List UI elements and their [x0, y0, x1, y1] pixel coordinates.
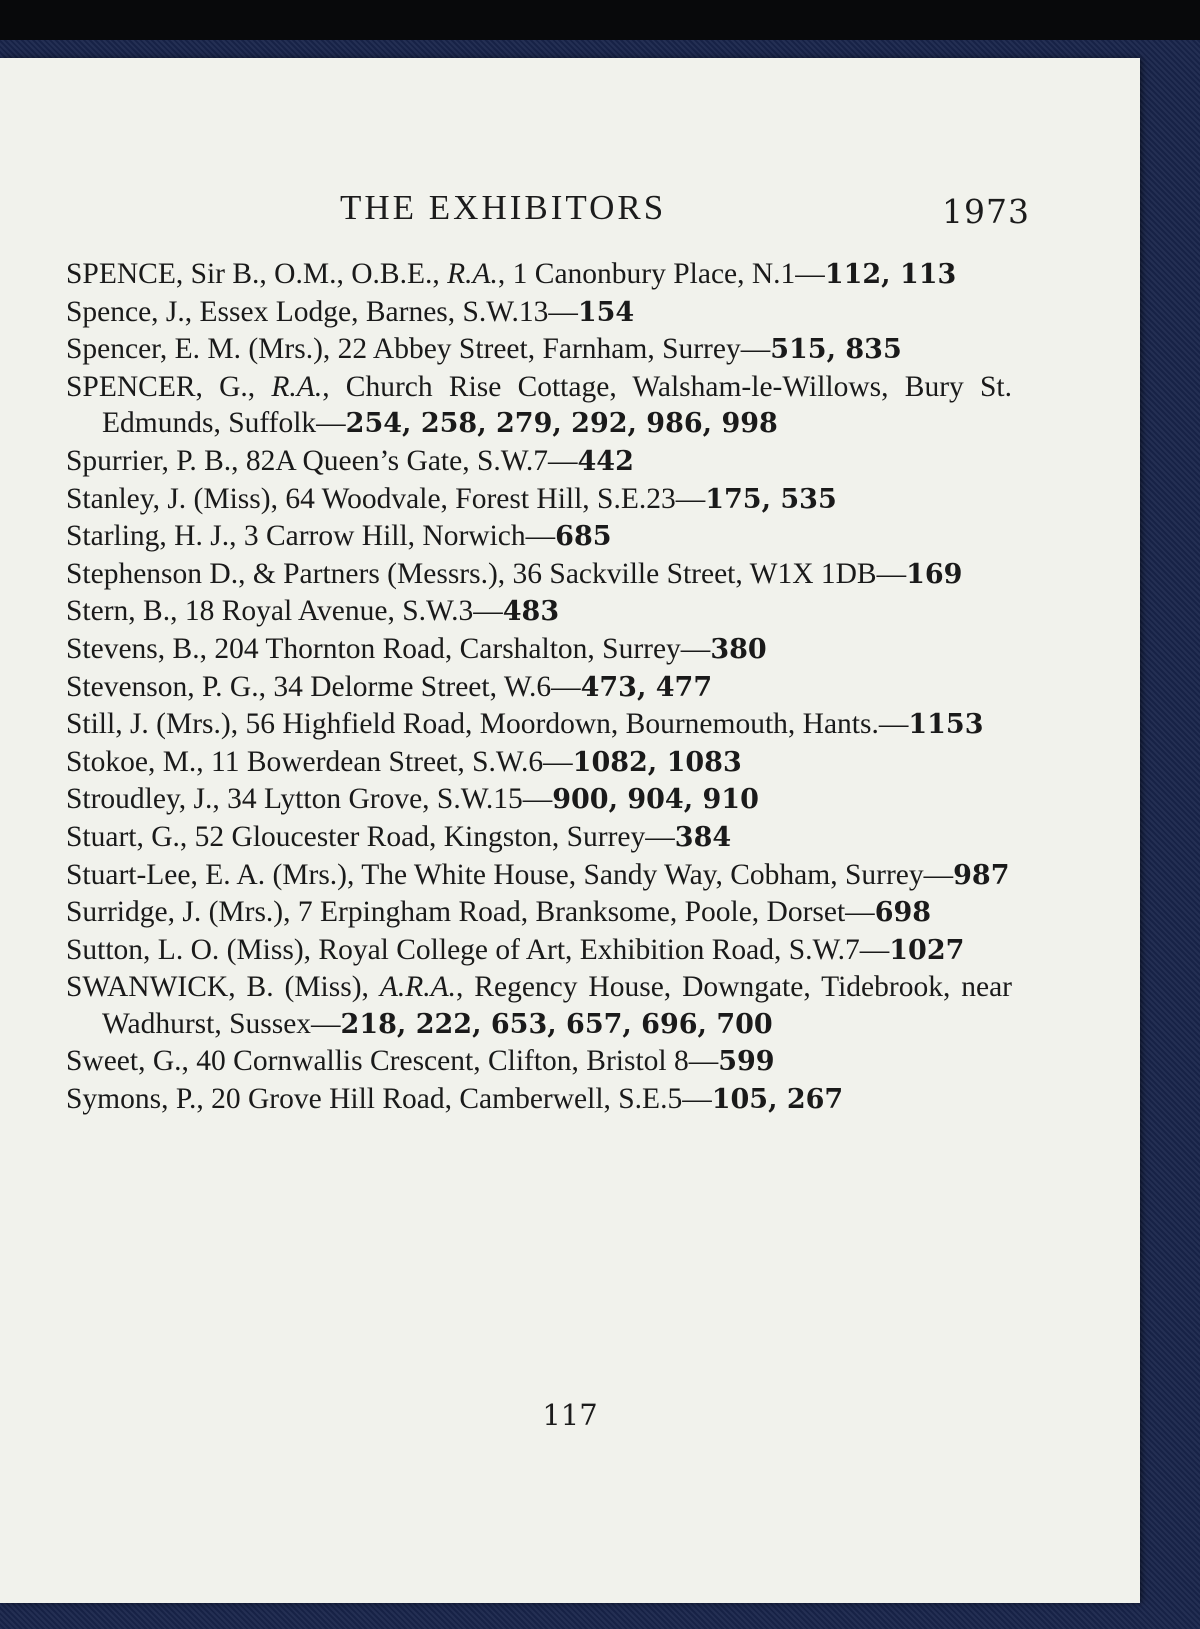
- entry-catalogue-numbers: 1027: [889, 934, 965, 966]
- entry-catalogue-numbers: 1082, 1083: [572, 746, 742, 778]
- entry-name: Symons, P., 20 Grove Hill Road, Camberwell, S.E.5—: [66, 1083, 712, 1116]
- exhibitor-entry: [66, 631, 1012, 669]
- running-title: THE EXHIBITORS: [340, 188, 667, 227]
- background-top: [0, 0, 1200, 45]
- page-header: [0, 178, 1140, 238]
- exhibitor-entry: [66, 819, 1012, 857]
- exhibitor-entry: [66, 857, 1012, 895]
- entry-catalogue-numbers: 1153: [908, 709, 984, 741]
- entry-name: Stevens, B., 204 Thornton Road, Carshalton, Surrey—: [66, 632, 711, 665]
- entry-name: Starling, H. J., 3 Carrow Hill, Norwich—: [66, 520, 556, 553]
- page-year: 1973: [942, 192, 1030, 231]
- entry-catalogue-numbers: 175, 535: [705, 483, 837, 515]
- entry-name: Surridge, J. (Mrs.), 7 Erpingham Road, Branksome, Poole, Dorset—: [66, 896, 875, 929]
- entry-catalogue-numbers: 473, 477: [580, 671, 713, 703]
- exhibitor-list: [66, 256, 1012, 1119]
- entry-name: Stephenson D., & Partners (Messrs.), 36 Sackville Street, W1X 1DB—: [66, 557, 907, 590]
- entry-address: , Church Rise Cottage, Walsham-le-Willows, Bury St. Edmunds, Suffolk—: [102, 370, 1012, 440]
- exhibitor-entry: [66, 443, 1012, 481]
- entry-name: Spurrier, P. B., 82A Queen’s Gate, S.W.7—: [66, 444, 578, 477]
- entry-name: Stevenson, P. G., 34 Delorme Street, W.6—: [66, 670, 581, 703]
- exhibitor-entry: [66, 331, 1012, 369]
- entry-catalogue-numbers: 599: [718, 1046, 775, 1078]
- exhibitor-entry: [66, 781, 1012, 819]
- exhibitor-entry: [66, 481, 1012, 519]
- exhibitor-entry: [66, 894, 1012, 932]
- entry-catalogue-numbers: 105, 267: [711, 1084, 844, 1116]
- entry-name: SWANWICK, B. (Miss),: [66, 971, 380, 1004]
- exhibitor-entry: [66, 932, 1012, 970]
- entry-name: Stern, B., 18 Royal Avenue, S.W.3—: [66, 595, 503, 628]
- entry-name: Stuart-Lee, E. A. (Mrs.), The White House, Sandy Way, Cobham, Surrey—: [66, 858, 954, 891]
- entry-catalogue-numbers: 254, 258, 279, 292, 986, 998: [345, 408, 778, 440]
- entry-address: , 1 Canonbury Place, N.1—: [497, 258, 825, 290]
- entry-name: SPENCE, Sir B., O.M., O.B.E.,: [66, 258, 448, 290]
- entry-rank: R.A.: [447, 258, 498, 290]
- entry-catalogue-numbers: 442: [577, 445, 634, 477]
- entry-catalogue-numbers: 112, 113: [824, 259, 957, 290]
- exhibitor-entry: [66, 518, 1012, 556]
- entry-catalogue-numbers: 384: [674, 821, 732, 853]
- entry-name: Stokoe, M., 11 Bowerdean Street, S.W.6—: [66, 745, 573, 778]
- entry-catalogue-numbers: 900, 904, 910: [552, 784, 759, 816]
- entry-catalogue-numbers: 380: [710, 633, 767, 665]
- entry-name: Sweet, G., 40 Cornwallis Crescent, Clifton, Bristol 8—: [66, 1045, 719, 1078]
- entry-rank: R.A.: [271, 370, 323, 403]
- entry-name: Sutton, L. O. (Miss), Royal College of Art, Exhibition Road, S.W.7—: [66, 933, 890, 966]
- entry-name: Stuart, G., 52 Gloucester Road, Kingston, Surrey—: [66, 820, 675, 853]
- exhibitor-entry: [66, 369, 1012, 443]
- entry-name: Stanley, J. (Miss), 64 Woodvale, Forest Hill, S.E.23—: [66, 482, 706, 515]
- exhibitor-entry: [66, 1081, 1012, 1119]
- exhibitor-entry: [66, 593, 1012, 631]
- exhibitor-entry: [66, 969, 1012, 1043]
- exhibitor-entry: [66, 1043, 1012, 1081]
- entry-catalogue-numbers: 483: [502, 596, 560, 628]
- exhibitor-entry: [66, 669, 1012, 707]
- entry-name: Spencer, E. M. (Mrs.), 22 Abbey Street, Farnham, Surrey—: [66, 333, 771, 366]
- exhibitor-entry: [66, 744, 1012, 782]
- entry-rank: A.R.A.: [379, 971, 457, 1004]
- entry-name: SPENCER, G.,: [66, 370, 272, 403]
- book-page: [0, 58, 1140, 1603]
- exhibitor-entry: [66, 706, 1012, 744]
- page-number: 117: [542, 1398, 598, 1432]
- entry-catalogue-numbers: 987: [953, 859, 1010, 891]
- entry-address: , Regency House, Downgate, Tidebrook, near Wadhurst, Sussex—: [102, 971, 1012, 1040]
- entry-catalogue-numbers: 698: [874, 897, 932, 929]
- exhibitor-entry: [66, 256, 1012, 294]
- entry-name: Stroudley, J., 34 Lytton Grove, S.W.15—: [66, 783, 553, 816]
- entry-name: Spence, J., Essex Lodge, Barnes, S.W.13—: [66, 295, 578, 328]
- exhibitor-entry: [66, 556, 1012, 594]
- entry-catalogue-numbers: 515, 835: [770, 334, 902, 366]
- entry-catalogue-numbers: 685: [555, 521, 612, 553]
- entry-name: Still, J. (Mrs.), 56 Highfield Road, Moordown, Bournemouth, Hants.—: [66, 708, 909, 741]
- exhibitor-entry: [66, 294, 1012, 332]
- entry-catalogue-numbers: 154: [577, 296, 635, 328]
- entry-catalogue-numbers: 218, 222, 653, 657, 696, 700: [340, 1008, 773, 1040]
- entry-catalogue-numbers: 169: [906, 558, 963, 590]
